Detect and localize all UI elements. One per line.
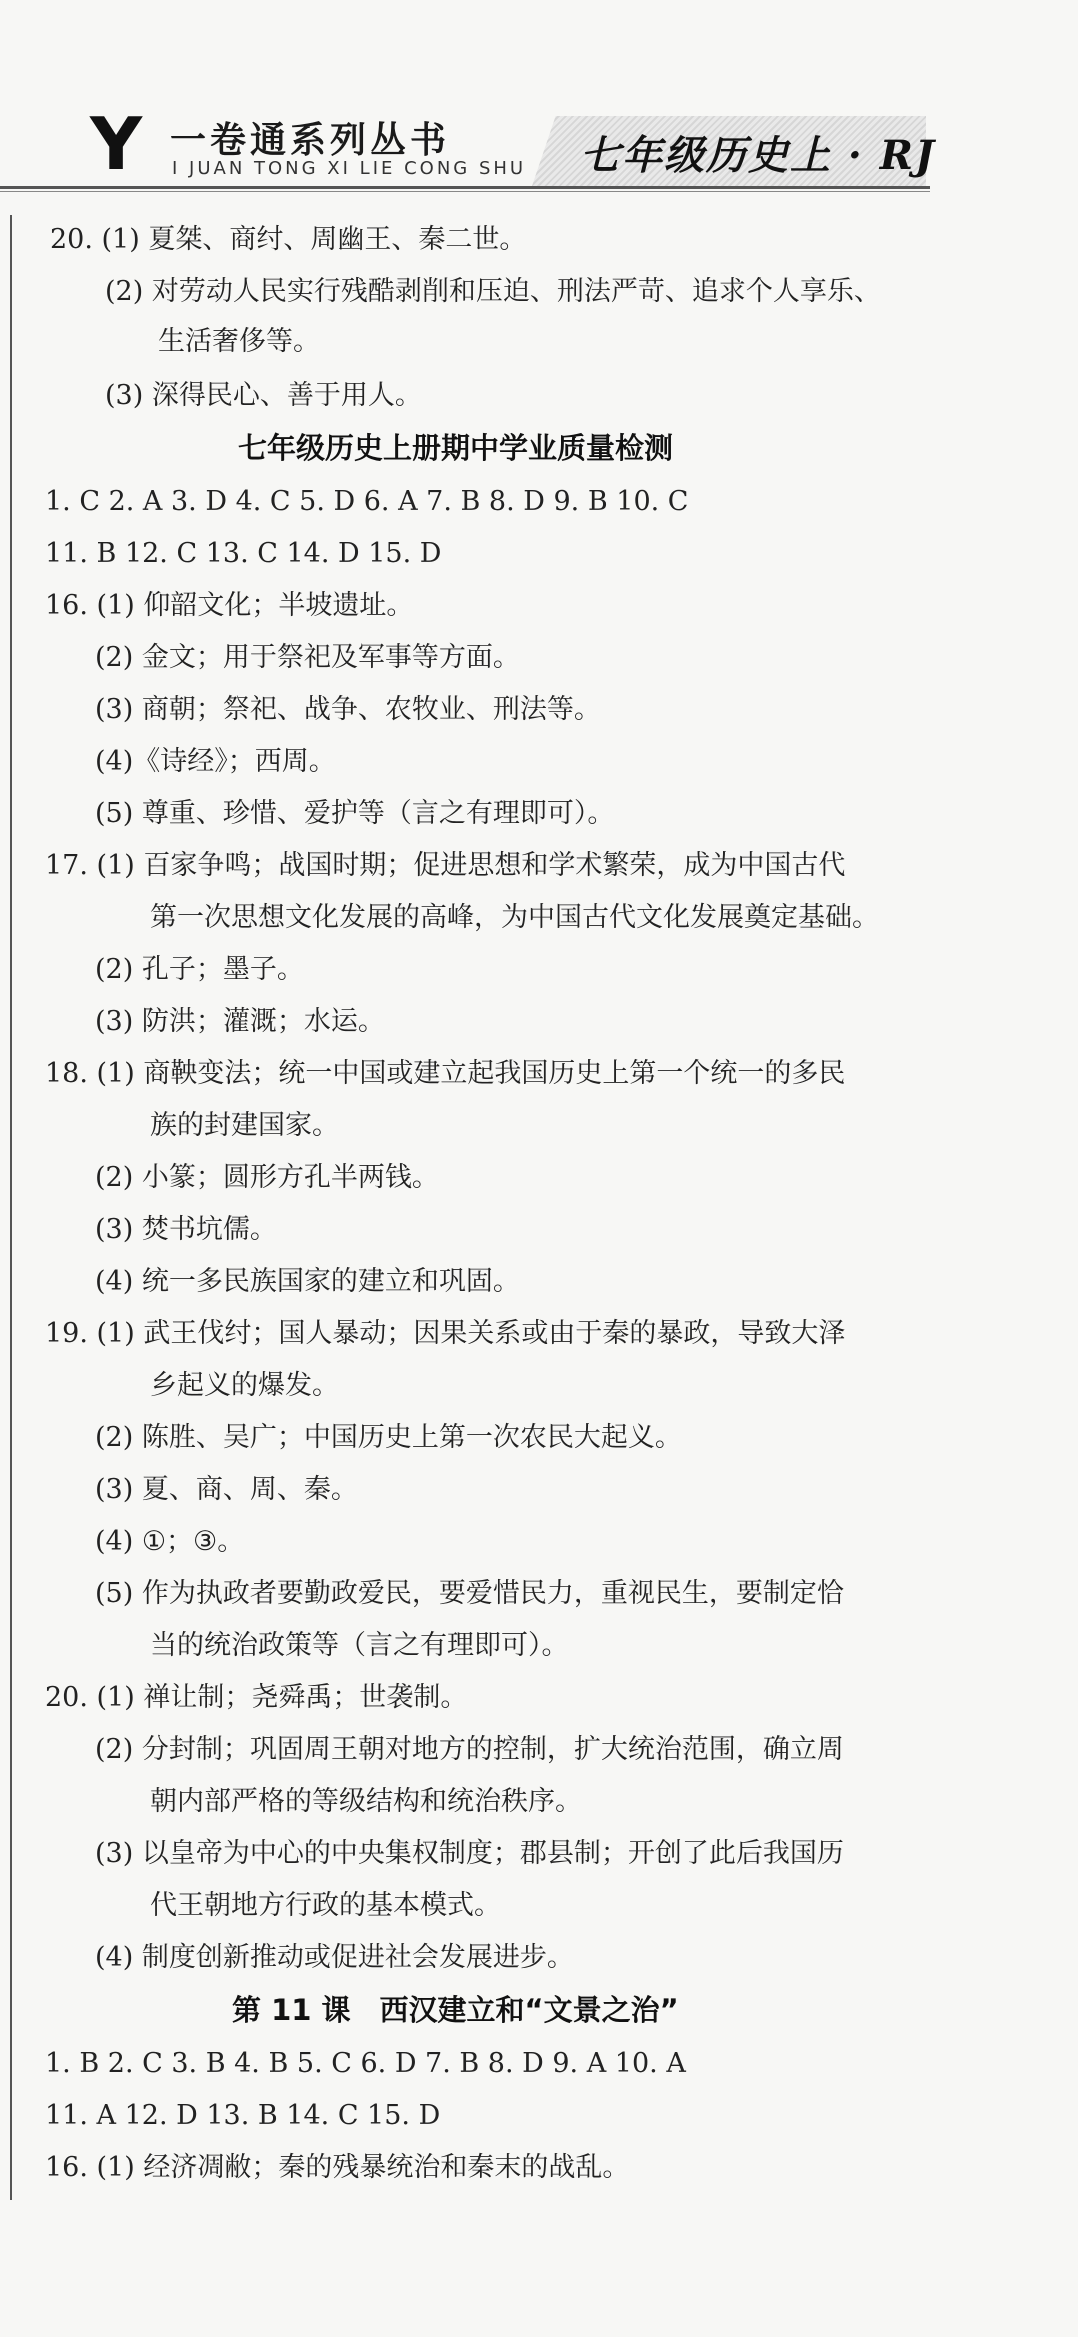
answer-line: 第一次思想文化发展的高峰，为中国古代文化发展奠定基础。	[150, 902, 879, 933]
answer-line: 代王朝地方行政的基本模式。	[150, 1890, 501, 1921]
choice-answers: 11. B 12. C 13. C 14. D 15. D	[45, 538, 442, 569]
left-margin-rule	[10, 215, 12, 2200]
header-rule	[0, 186, 930, 189]
lesson-heading: 第 11 课 西汉建立和“文景之治”	[232, 1993, 679, 2027]
answer-line: (3) 防洪；灌溉；水运。	[95, 1006, 385, 1037]
section-heading: 七年级历史上册期中学业质量检测	[238, 431, 674, 465]
answer-line: 朝内部严格的等级结构和统治秩序。	[150, 1786, 582, 1817]
series-pinyin: I JUAN TONG XI LIE CONG SHU	[172, 158, 527, 179]
choice-answers: 11. A 12. D 13. B 14. C 15. D	[45, 2100, 441, 2131]
answer-line: 族的封建国家。	[150, 1110, 339, 1141]
answer-line: (4)《诗经》；西周。	[95, 746, 336, 777]
answer-line: (4) ①；③。	[95, 1526, 245, 1557]
grade-label: 七年级历史上 · RJ	[580, 132, 936, 179]
answer-line: 19. (1) 武王伐纣；国人暴动；因果关系或由于秦的暴政，导致大泽	[45, 1318, 846, 1349]
answer-line: 18. (1) 商鞅变法；统一中国或建立起我国历史上第一个统一的多民	[45, 1058, 846, 1089]
answer-line: (4) 制度创新推动或促进社会发展进步。	[95, 1942, 574, 1973]
answer-line: 生活奢侈等。	[158, 326, 320, 357]
answer-line: (3) 夏、商、周、秦。	[95, 1474, 358, 1505]
answer-line: 20. (1) 禅让制；尧舜禹；世袭制。	[45, 1682, 468, 1713]
answer-line: (2) 孔子；墨子。	[95, 954, 304, 985]
choice-answers: 1. C 2. A 3. D 4. C 5. D 6. A 7. B 8. D 9. B 10. C	[45, 486, 689, 517]
answer-line: (2) 对劳动人民实行残酷剥削和压迫、刑法严苛、追求个人享乐、	[105, 276, 881, 307]
answer-line: (2) 陈胜、吴广；中国历史上第一次农民大起义。	[95, 1422, 682, 1453]
series-title: 一卷通系列丛书	[170, 119, 451, 161]
answer-line: (3) 以皇帝为中心的中央集权制度；郡县制；开创了此后我国历	[95, 1838, 844, 1869]
answer-line: 当的统治政策等（言之有理即可）。	[150, 1630, 569, 1661]
answer-line: (5) 尊重、珍惜、爱护等（言之有理即可）。	[95, 798, 615, 829]
choice-answers: 1. B 2. C 3. B 4. B 5. C 6. D 7. B 8. D 9. A 10. A	[45, 2048, 686, 2079]
answer-line: (2) 金文；用于祭祀及军事等方面。	[95, 642, 520, 673]
header-rule-thin	[0, 191, 930, 192]
answer-line: (2) 分封制；巩固周王朝对地方的控制，扩大统治范围，确立周	[95, 1734, 844, 1765]
answer-line: (5) 作为执政者要勤政爱民，要爱惜民力，重视民生，要制定恰	[95, 1578, 844, 1609]
answer-line: (3) 商朝；祭祀、战争、农牧业、刑法等。	[95, 694, 601, 725]
answer-line: 16. (1) 仰韶文化；半坡遗址。	[45, 590, 414, 621]
answer-line: (3) 焚书坑儒。	[95, 1214, 277, 1245]
answer-line: 17. (1) 百家争鸣；战国时期；促进思想和学术繁荣，成为中国古代	[45, 850, 846, 881]
answer-line: 16. (1) 经济凋敝；秦的残暴统治和秦末的战乱。	[45, 2152, 630, 2183]
page-header	[0, 0, 1078, 195]
answer-line: (4) 统一多民族国家的建立和巩固。	[95, 1266, 520, 1297]
answer-line: 乡起义的爆发。	[150, 1370, 339, 1401]
series-logo-letter: Y	[90, 102, 143, 186]
answer-line: 20. (1) 夏桀、商纣、周幽王、秦二世。	[50, 224, 527, 255]
answer-line: (2) 小篆；圆形方孔半两钱。	[95, 1162, 439, 1193]
answer-line: (3) 深得民心、善于用人。	[105, 380, 422, 411]
